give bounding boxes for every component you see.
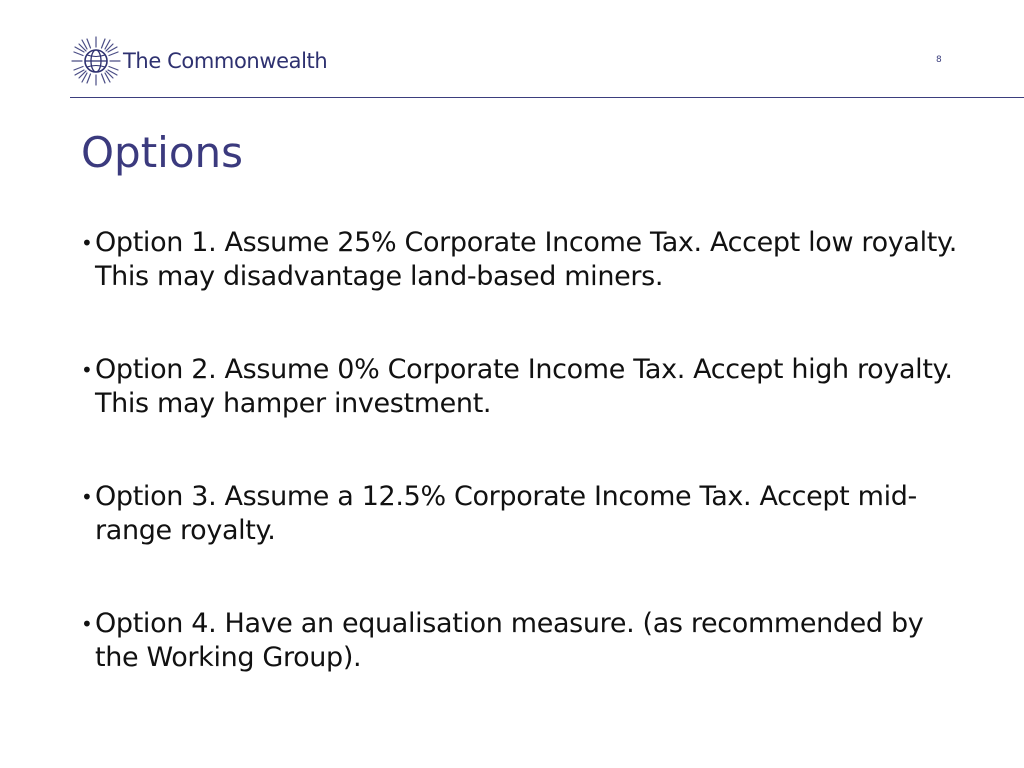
bullet-item-option-2 — [81, 353, 961, 421]
page-number: 8 — [936, 55, 942, 65]
options-list — [81, 226, 961, 734]
bullet-text: Option 3. Assume a 12.5% Corporate Income Tax. Accept mid-range royalty. — [95, 481, 917, 546]
bullet-text: Option 4. Have an equalisation measure. (as recommended by the Working Group). — [95, 608, 924, 673]
bullet-text: Option 1. Assume 25% Corporate Income Tax. Accept low royalty. This may disadvantage land-based miners. — [95, 227, 957, 292]
bullet-item-option-3 — [81, 480, 961, 548]
bullet-icon: • — [81, 358, 93, 382]
commonwealth-logo — [70, 34, 327, 88]
bullet-text: Option 2. Assume 0% Corporate Income Tax. Accept high royalty. This may hamper investment. — [95, 354, 953, 419]
bullet-icon: • — [81, 485, 93, 509]
globe-sunburst-icon — [70, 35, 122, 87]
logo-wordmark: The Commonwealth — [123, 49, 328, 73]
bullet-icon: • — [81, 231, 93, 255]
bullet-item-option-1 — [81, 226, 961, 294]
bullet-icon: • — [81, 612, 93, 636]
bullet-item-option-4 — [81, 607, 961, 675]
slide-title: Options — [81, 128, 244, 177]
header-divider — [70, 97, 1024, 98]
